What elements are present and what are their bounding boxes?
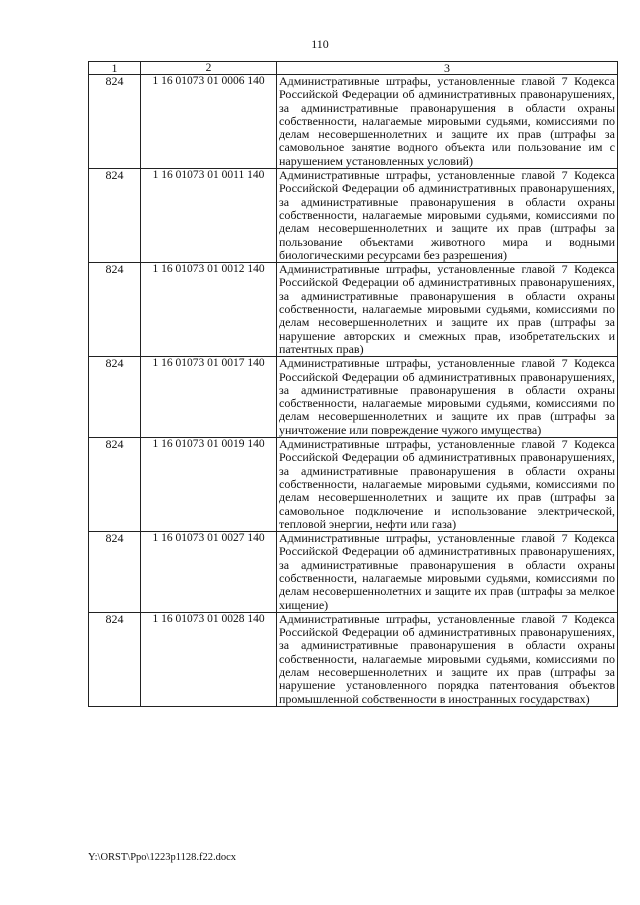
kbk-code-cell: 1 16 01073 01 0006 140 (141, 75, 277, 169)
admin-code-cell: 824 (89, 612, 141, 706)
admin-code-cell: 824 (89, 532, 141, 613)
kbk-code-cell: 1 16 01073 01 0012 140 (141, 263, 277, 357)
kbk-code-cell: 1 16 01073 01 0019 140 (141, 438, 277, 532)
kbk-code-cell: 1 16 01073 01 0028 140 (141, 612, 277, 706)
table-row (89, 532, 618, 613)
admin-code-cell: 824 (89, 438, 141, 532)
admin-code-cell: 824 (89, 75, 141, 169)
column-header-3: 3 (277, 62, 618, 75)
table-header-row (89, 62, 618, 75)
description-cell: Административные штрафы, установленные главой 7 Кодекса Российской Федерации об административных правонарушениях, за административные правонарушения в области охраны собственности, налагаемые мировыми судьями, комиссиями по делам несовершеннолетних и защите их прав (штрафы за нарушение авторских и смежных прав, изобретательских и патентных прав) (277, 263, 618, 357)
table-row (89, 263, 618, 357)
description-cell: Административные штрафы, установленные главой 7 Кодекса Российской Федерации об административных правонарушениях, за административные правонарушения в области охраны собственности, налагаемые мировыми судьями, комиссиями по делам несовершеннолетних и защите их прав (штрафы за нарушение установленного порядка патентования объектов промышленной собственности в иностранных государствах) (277, 612, 618, 706)
page-number: 110 (311, 37, 329, 51)
kbk-code-cell: 1 16 01073 01 0017 140 (141, 357, 277, 438)
description-cell: Административные штрафы, установленные главой 7 Кодекса Российской Федерации об административных правонарушениях, за административные правонарушения в области охраны собственности, налагаемые мировыми судьями, комиссиями по делам несовершеннолетних и защите их прав (штрафы за мелкое хищение) (277, 532, 618, 613)
kbk-code-cell: 1 16 01073 01 0011 140 (141, 169, 277, 263)
budget-classification-table (88, 61, 618, 707)
description-cell: Административные штрафы, установленные главой 7 Кодекса Российской Федерации об административных правонарушениях, за административные правонарушения в области охраны собственности, налагаемые мировыми судьями, комиссиями по делам несовершеннолетних и защите их прав (штрафы за самовольное подключение и использование электрической, тепловой энергии, нефти или газа) (277, 438, 618, 532)
admin-code-cell: 824 (89, 169, 141, 263)
table-row (89, 169, 618, 263)
table-row (89, 612, 618, 706)
column-header-2: 2 (141, 62, 277, 75)
table-row (89, 357, 618, 438)
admin-code-cell: 824 (89, 263, 141, 357)
file-path-footer: Y:\ORST\Ppo\1223p1128.f22.docx (88, 852, 236, 863)
description-cell: Административные штрафы, установленные главой 7 Кодекса Российской Федерации об административных правонарушениях, за административные правонарушения в области охраны собственности, налагаемые мировыми судьями, комиссиями по делам несовершеннолетних и защите их прав (штрафы за уничтожение или повреждение чужого имущества) (277, 357, 618, 438)
table-row (89, 438, 618, 532)
description-cell: Административные штрафы, установленные главой 7 Кодекса Российской Федерации об административных правонарушениях, за административные правонарушения в области охраны собственности, налагаемые мировыми судьями, комиссиями по делам несовершеннолетних и защите их прав (штрафы за пользование объектами животного мира и водными биологическими ресурсами без разрешения) (277, 169, 618, 263)
kbk-code-cell: 1 16 01073 01 0027 140 (141, 532, 277, 613)
table-row (89, 75, 618, 169)
admin-code-cell: 824 (89, 357, 141, 438)
description-cell: Административные штрафы, установленные главой 7 Кодекса Российской Федерации об административных правонарушениях, за административные правонарушения в области охраны собственности, налагаемые мировыми судьями, комиссиями по делам несовершеннолетних и защите их прав (штрафы за самовольное занятие водного объекта или пользование им с нарушением установленных условий) (277, 75, 618, 169)
column-header-1: 1 (89, 62, 141, 75)
